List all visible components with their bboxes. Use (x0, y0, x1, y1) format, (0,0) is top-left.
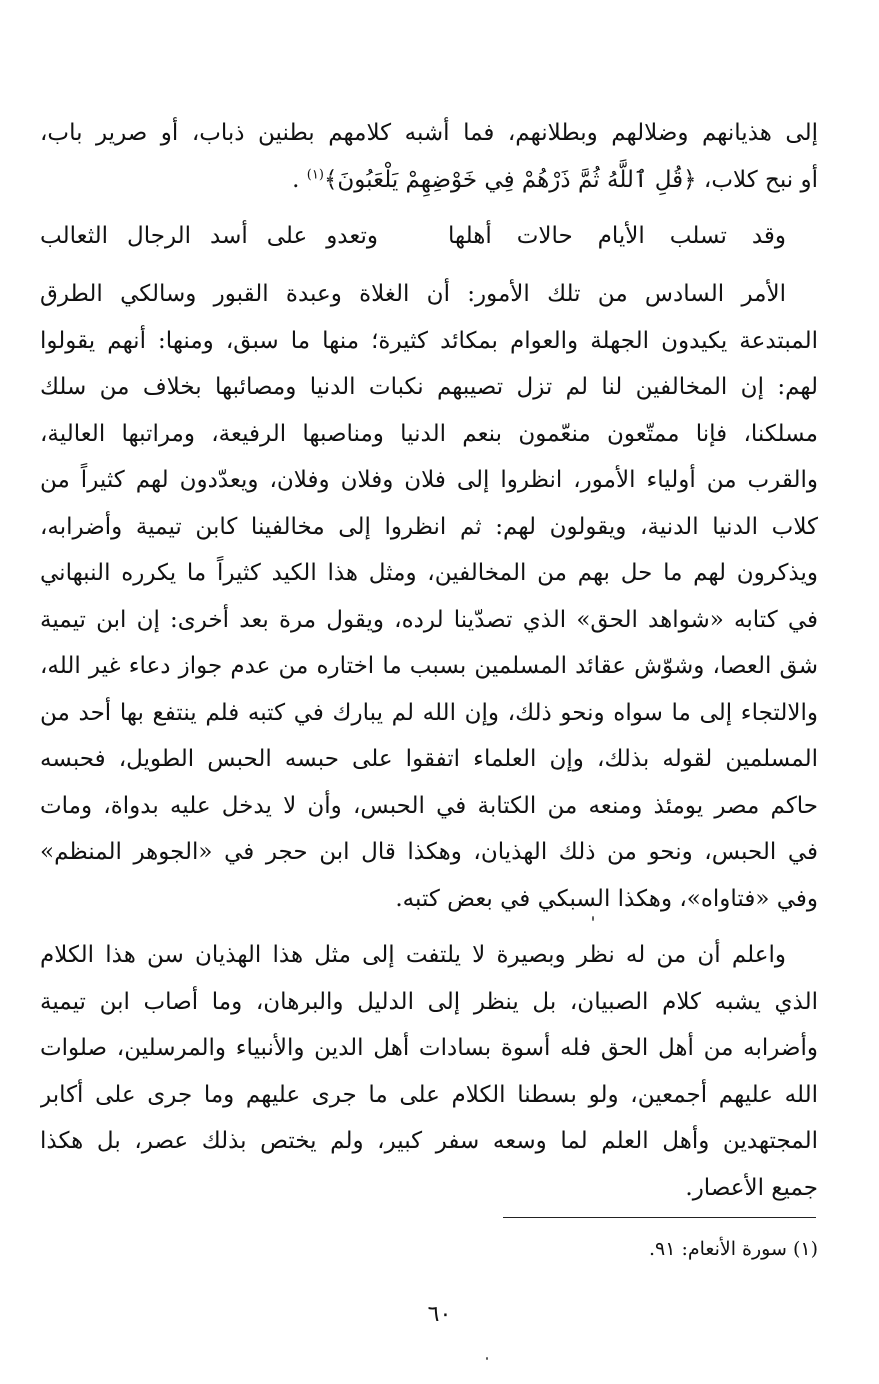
text-line: حاكم مصر يومئذ ومنعه من الكتابة في الحبس، وأن لا يدخل عليه بدواة، ومات (40, 792, 818, 819)
page-body (40, 110, 818, 1211)
text-line: وفي «فتاواه»، وهكذا السبكي في بعض كتبه. (395, 885, 818, 912)
poem-verse (40, 211, 818, 261)
text-line: لهم: إن المخالفين لنا لم تزل تصيبهم نكبات الدنيا ومصائبها بخلاف من سلك (40, 374, 818, 400)
text-line: وأضرابه من أهل الحق فله أسوة بسادات أهل الدين والأنبياء والمرسلين، صلوات (40, 1035, 818, 1061)
text-line: والالتجاء إلى ما سواه ونحو ذلك، وإن الله لم يبارك في كتبه فلم ينتفع بها أحد من (40, 699, 818, 726)
footnote-separator (503, 1217, 816, 1218)
text-line: كلاب الدنيا الدنية، ويقولون لهم: ثم انظروا إلى مخالفينا كابن تيمية وأضرابه، (40, 513, 818, 540)
page-number: ٦٠ (427, 1302, 452, 1327)
text-line: ويذكرون لهم ما حل بهم من المخالفين، ومثل هذا الكيد كثيراً ما يكرره النبهاني (40, 560, 818, 586)
paragraph-1 (40, 110, 818, 203)
text-line: المسلمين لقوله بذلك، وإن العلماء اتفقوا على حبسه الحبس الطويل، فحبسه (40, 746, 818, 772)
sentence-end: . (292, 166, 307, 193)
text-line: في الحبس، ونحو من ذلك الهذيان، وهكذا قال ابن حجر في «الجوهر المنظم» (40, 839, 818, 865)
paragraph-3 (40, 932, 818, 1211)
text-line: الأمر السادس من تلك الأمور: أن الغلاة وعبدة القبور وسالكي الطرق (40, 281, 786, 307)
poem-hemistich-second: وتعدو على أسد الرجال الثعالب (40, 223, 378, 249)
text-line: إلى هذيانهم وضلالهم وبطلانهم، فما أشبه كلامهم بطنين ذباب، أو صرير باب، (40, 120, 818, 146)
text-line: الذي يشبه كلام الصبيان، بل ينظر إلى الدليل والبرهان، وما أصاب ابن تيمية (40, 988, 818, 1015)
text-line: مسلكنا، فإنا ممتّعون منعّمون بنعم الدنيا ومناصبها الرفيعة، ومراتبها العالية، (40, 420, 818, 447)
poem-hemistich-first: وقد تسلب الأيام حالات أهلها (448, 223, 786, 249)
text-line: واعلم أن من له نظر وبصيرة لا يلتفت إلى مثل هذا الهذيان سن هذا الكلام (40, 942, 786, 968)
paragraph-2 (40, 271, 818, 922)
scan-speck (486, 1357, 488, 1360)
text-line: والقرب من أولياء الأمور، انظروا إلى فلان وفلان وفلان، ويعدّدون لهم كثيراً من (40, 467, 818, 493)
text-line: في كتابه «شواهد الحق» الذي تصدّينا لرده، ويقول مرة بعد أخرى: إن ابن تيمية (40, 606, 818, 633)
footnote: (١) سورة الأنعام: ٩١. (648, 1238, 818, 1260)
text-line: المجتهدين وأهل العلم لما وسعه سفر كبير، ولم يختص بذلك عصر، بل هكذا (40, 1128, 818, 1154)
footnote-reference: (١) (306, 166, 324, 182)
text-line: شق العصا، وشوّش عقائد المسلمين بسبب ما اختاره من عدم جواز دعاء غير الله، (40, 653, 818, 679)
text-line: جميع الأعصار. (685, 1174, 818, 1201)
scan-speck (592, 916, 594, 921)
text-line: الله عليهم أجمعين، ولو بسطنا الكلام على ما جرى عليهم وما جرى على أكابر (40, 1081, 818, 1108)
text-line: المبتدعة يكيدون الجهلة والعوام بمكائد كثيرة؛ منها ما سبق، ومنها: أنهم يقولوا (40, 327, 818, 354)
text-line (40, 157, 818, 204)
quran-verse: أو نبح كلاب، ﴿قُلِ ٱللَّهُ ثُمَّ ذَرْهُمْ فِي خَوْضِهِمْ يَلْعَبُونَ﴾ (323, 166, 818, 193)
